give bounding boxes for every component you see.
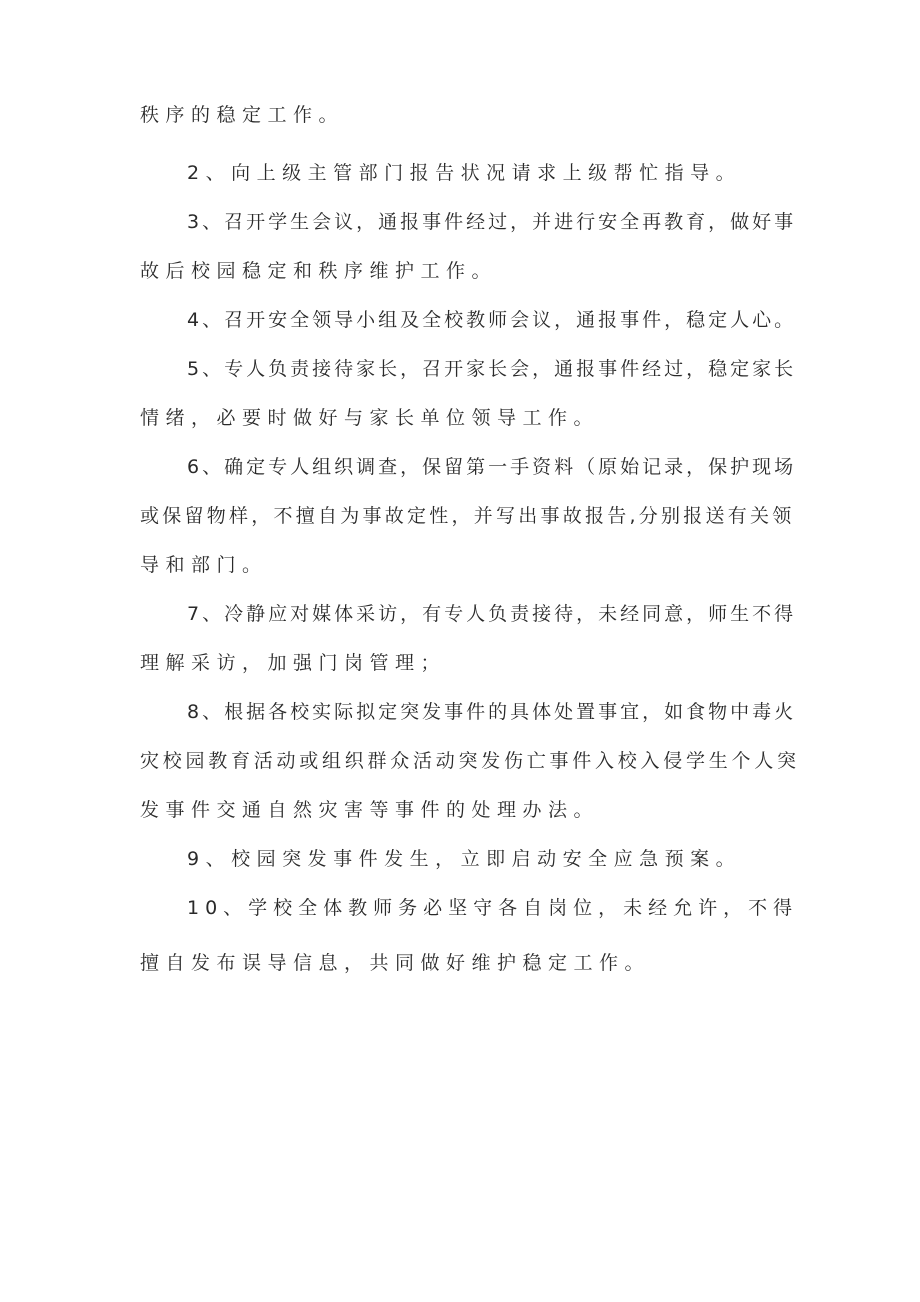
text-line: 或保留物样，不擅自为事故定性，并写出事故报告,分别报送有关领 xyxy=(140,505,795,527)
text-line: 擅自发布误导信息，共同做好维护稳定工作。 xyxy=(140,952,651,974)
text-line: 7、冷静应对媒体采访，有专人负责接待，未经同意，师生不得 xyxy=(187,603,797,625)
text-line: 3、召开学生会议，通报事件经过，并进行安全再教育，做好事 xyxy=(187,211,797,233)
text-line: 2、向上级主管部门报告状况请求上级帮忙指导。 xyxy=(187,162,742,184)
text-line: 故后校园稳定和秩序维护工作。 xyxy=(140,260,498,282)
text-line: 灾校园教育活动或组织群众活动突发伤亡事件入校入侵学生个人突 xyxy=(140,750,800,772)
text-line: 理解采访，加强门岗管理； xyxy=(140,652,447,674)
text-line: 9、校园突发事件发生，立即启动安全应急预案。 xyxy=(187,848,742,870)
text-line: 5、专人负责接待家长，召开家长会，通报事件经过，稳定家长 xyxy=(187,358,797,380)
text-line: 8、根据各校实际拟定突发事件的具体处置事宜，如食物中毒火 xyxy=(187,701,797,723)
text-line: 发事件交通自然灾害等事件的处理办法。 xyxy=(140,799,600,821)
text-line: 秩序的稳定工作。 xyxy=(140,104,345,126)
text-line: 导和部门。 xyxy=(140,554,268,576)
text-line: 4、召开安全领导小组及全校教师会议，通报事件，稳定人心。 xyxy=(187,309,797,331)
text-line: 6、确定专人组织调查，保留第一手资料（原始记录，保护现场 xyxy=(187,456,797,478)
text-line: 情绪，必要时做好与家长单位领导工作。 xyxy=(140,407,600,429)
text-line: 10、学校全体教师务必坚守各自岗位，未经允许，不得 xyxy=(187,897,799,919)
